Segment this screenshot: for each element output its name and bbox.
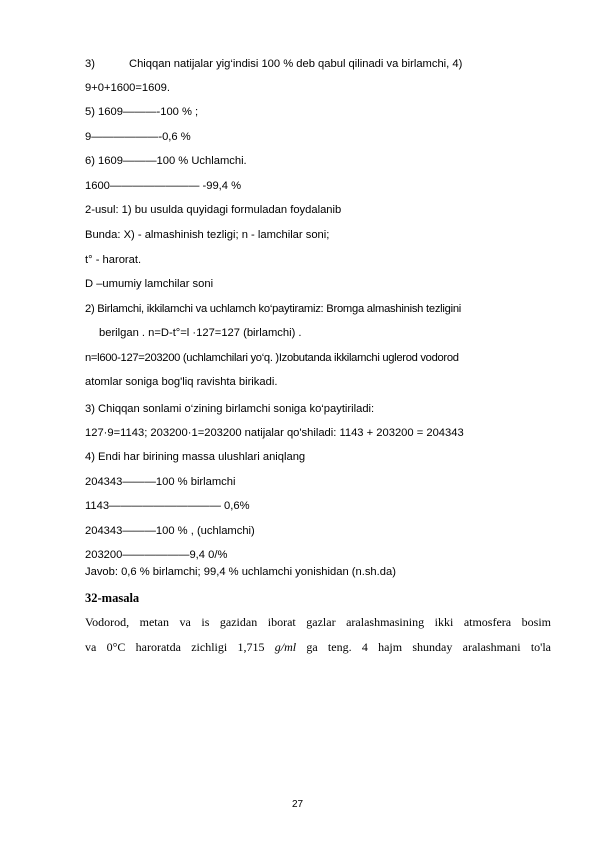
text-line-18: 204343———100 % birlamchi — [85, 476, 236, 488]
text-line-6: 1600———————— -99,4 % — [85, 180, 242, 192]
problem-heading: 32-masala — [85, 591, 140, 605]
text-line-20: 204343———100 % , (uchlamchi) — [85, 525, 255, 537]
unit-text: g/ml — [274, 640, 297, 654]
text-line-21: 203200——————9,4 0/% — [85, 549, 228, 561]
text-line-8: Bunda: X) - almashinish tezligi; n - lamchilar soni; — [85, 229, 330, 241]
line-text: Chiqqan natijalar yig‘indisi 100 % deb qabul qilinadi va birlamchi, 4) — [129, 58, 463, 70]
text-line-14: atomlar soniga bog'liq ravishta birikadi. — [85, 376, 278, 388]
text-line-12: berilgan . n=D-t°=l ·127=127 (birlamchi) . — [99, 327, 302, 339]
text-line-7: 2-usul: 1) bu usulda quyidagi formuladan foydalanib — [85, 204, 342, 216]
paragraph-line-1 — [85, 615, 551, 630]
text-line-1 — [85, 57, 551, 72]
text-line-3: 5) 1609———-100 % ; — [85, 106, 199, 118]
text-line-19: 1143—————————— 0,6% — [85, 500, 250, 512]
text-line-9: t° - harorat. — [85, 254, 142, 266]
text-line-2: 9+0+1600=1609. — [85, 82, 170, 94]
paragraph-text: Vodorod, metan va is gazidan iborat gazlar aralashmasining ikki atmosfera bosim — [85, 615, 551, 629]
text-line-11: 2) Birlamchi, ikkilamchi va uchlamch ko‘paytiramiz: Bromga almashinish tezligini — [85, 303, 462, 315]
answer-line: Javob: 0,6 % birlamchi; 99,4 % uchlamchi yonishidan (n.sh.da) — [85, 566, 396, 578]
paragraph-text-a: va 0°C haroratda zichligi 1,715 — [85, 640, 275, 654]
text-line-15: 3) Chiqqan sonlami o‘zining birlamchi soniga ko‘paytiriladi: — [85, 403, 375, 415]
text-line-5: 6) 1609———100 % Uchlamchi. — [85, 155, 247, 167]
list-number: 3) — [85, 58, 95, 70]
paragraph-text-b: ga teng. 4 hajm shunday aralashmani to'la — [296, 640, 552, 654]
text-line-10: D –umumiy lamchilar soni — [85, 278, 214, 290]
text-line-17: 4) Endi har birining massa ulushlari aniqlang — [85, 451, 306, 463]
text-line-16: 127·9=1143; 203200·1=203200 natijalar qo'shiladi: 1143 + 203200 = 204343 — [85, 427, 464, 439]
text-line-4: 9——————-0,6 % — [85, 131, 191, 143]
page-number: 27 — [291, 799, 304, 810]
paragraph-line-2 — [85, 640, 551, 655]
text-line-13: n=l600-127=203200 (uchlamchilari yo‘q. )Izobutanda ikkilamchi uglerod vodorod — [85, 352, 459, 364]
